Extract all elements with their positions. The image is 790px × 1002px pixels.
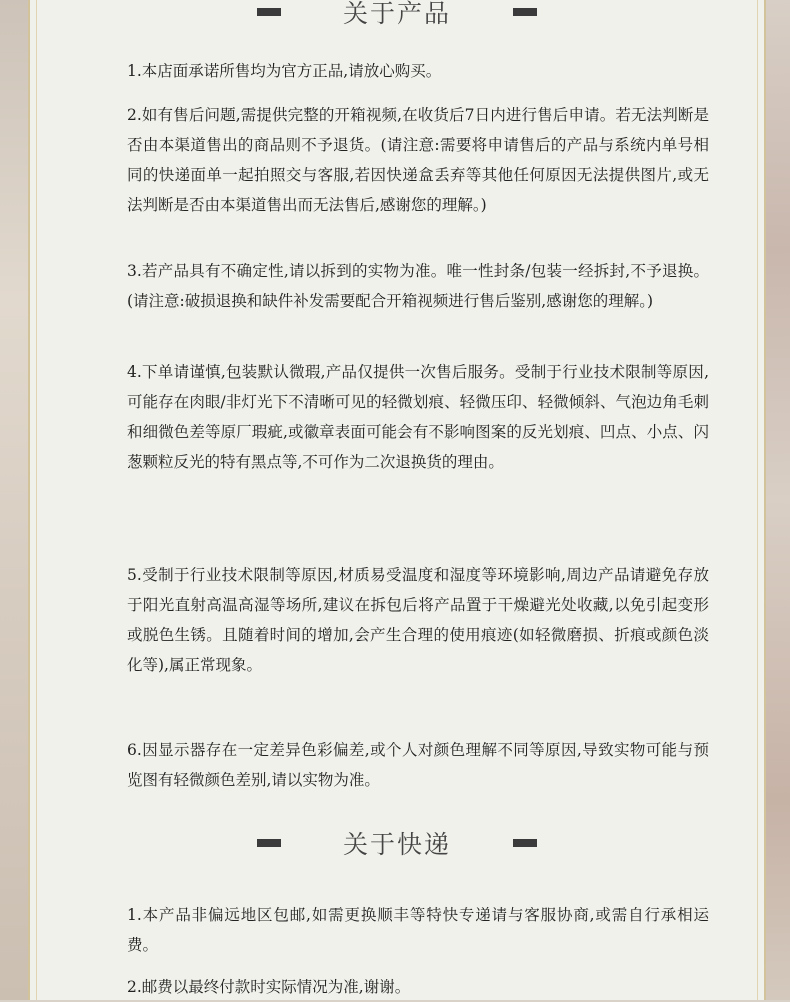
heading-bar-right [513,839,537,847]
heading-shipping [30,825,764,861]
product-item-5: 5.受制于行业技术限制等原因,材质易受温度和湿度等环境影响,周边产品请避免存放于阳光直射高温高湿等场所,建议在拆包后将产品置于干燥避光处收藏,以免引起变形或脱色生锈。且随着时间的增加,会产生合理的使用痕迹(如轻微磨损、折痕或颜色淡化等),属正常现象。 [127,566,709,674]
heading-bar-right [513,8,537,16]
product-item-1: 1.本店面承诺所售均为官方正品,请放心购买。 [127,62,442,80]
product-item-6: 6.因显示器存在一定差异色彩偏差,或个人对颜色理解不同等原因,导致实物可能与预览图有轻微颜色差别,请以实物为准。 [127,741,709,789]
shipping-item-1: 1.本产品非偏远地区包邮,如需更换顺丰等特快专递请与客服协商,或需自行承相运费。 [127,906,709,954]
heading-product [30,0,764,30]
heading-product-title: 关于产品 [342,0,451,28]
product-item-3: 3.若产品具有不确定性,请以拆到的实物为准。唯一性封条/包装一经拆封,不予退换。(请注意:破损退换和缺件补发需要配合开箱视频进行售后鉴别,感谢您的理解。) [127,262,709,310]
background-left-strip [0,0,30,1000]
notice-panel [28,0,766,1000]
heading-bar-left [257,8,281,16]
product-item-2: 2.如有售后问题,需提供完整的开箱视频,在收货后7日内进行售后申请。若无法判断是否由本渠道售出的商品则不予退货。(请注意:需要将申请售后的产品与系统内单号相同的快递面单一起拍照交与客服,若因快递盒丢弃等其他任何原因无法提供图片,或无法判断是否由本渠道售出而无法售后,感谢您的理解。) [127,106,709,214]
shipping-item-2: 2.邮费以最终付款时实际情况为准,谢谢。 [127,978,411,996]
heading-bar-left [257,839,281,847]
product-item-4: 4.下单请谨慎,包装默认微瑕,产品仅提供一次售后服务。受制于行业技术限制等原因,可能存在肉眼/非灯光下不清晰可见的轻微划痕、轻微压印、轻微倾斜、气泡边角毛刺和细微色差等原厂瑕疵,或徽章表面可能会有不影响图案的反光划痕、凹点、小点、闪葱颗粒反光的特有黑点等,不可作为二次退换货的理由。 [127,363,709,471]
heading-shipping-title: 关于快递 [342,830,451,859]
